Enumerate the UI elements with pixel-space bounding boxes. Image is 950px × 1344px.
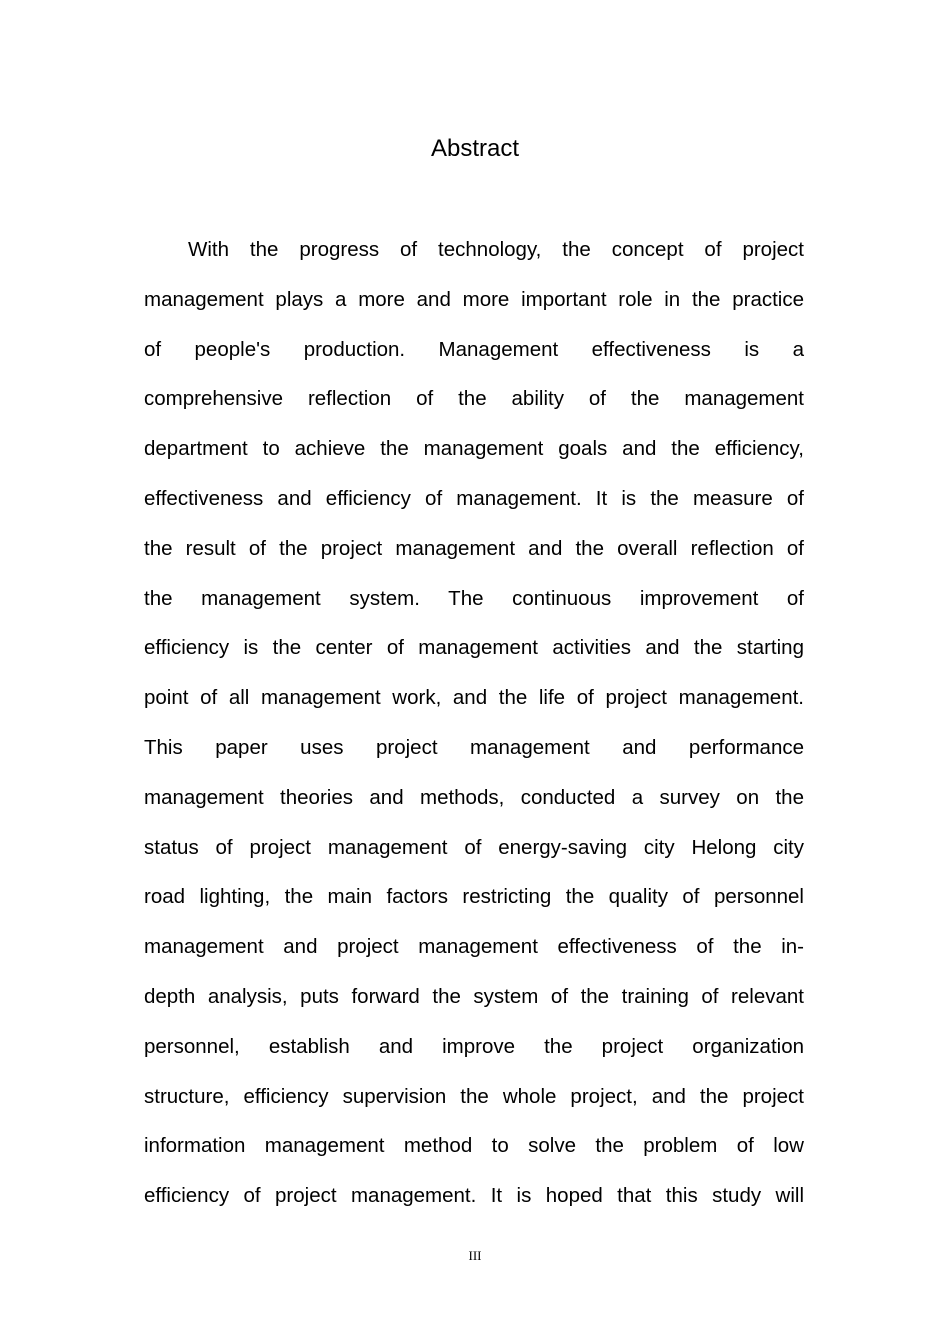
abstract-line: road lighting, the main factors restricting the quality of personnel (144, 885, 804, 909)
abstract-line: effectiveness and efficiency of management. It is the measure of (144, 486, 804, 510)
abstract-line: management theories and methods, conducted a survey on the (144, 785, 804, 809)
abstract-line: of people's production. Management effectiveness is a (144, 337, 804, 361)
abstract-line: status of project management of energy-saving city Helong city (144, 835, 804, 859)
abstract-line: management plays a more and more important role in the practice (144, 287, 804, 311)
abstract-line: personnel, establish and improve the project organization (144, 1034, 804, 1058)
abstract-line: depth analysis, puts forward the system of the training of relevant (144, 984, 804, 1008)
abstract-line: This paper uses project management and performance (144, 735, 804, 759)
abstract-title: Abstract (430, 135, 520, 162)
abstract-line: structure, efficiency supervision the whole project, and the project (144, 1084, 804, 1108)
abstract-line: With the progress of technology, the concept of project (188, 238, 804, 261)
abstract-body (144, 225, 804, 1221)
abstract-line: management and project management effectiveness of the in- (144, 935, 804, 959)
abstract-line: the management system. The continuous improvement of (144, 586, 804, 610)
abstract-line: the result of the project management and the overall reflection of (144, 536, 804, 560)
abstract-line: efficiency of project management. It is hoped that this study will (144, 1184, 804, 1208)
abstract-line: comprehensive reflection of the ability of the management (144, 387, 804, 411)
abstract-line: point of all management work, and the life of project management. (144, 686, 804, 710)
abstract-line: department to achieve the management goals and the efficiency, (144, 437, 804, 461)
abstract-line: information management method to solve the problem of low (144, 1134, 804, 1158)
page-number: III (468, 1248, 482, 1263)
abstract-line: efficiency is the center of management activities and the starting (144, 636, 804, 660)
